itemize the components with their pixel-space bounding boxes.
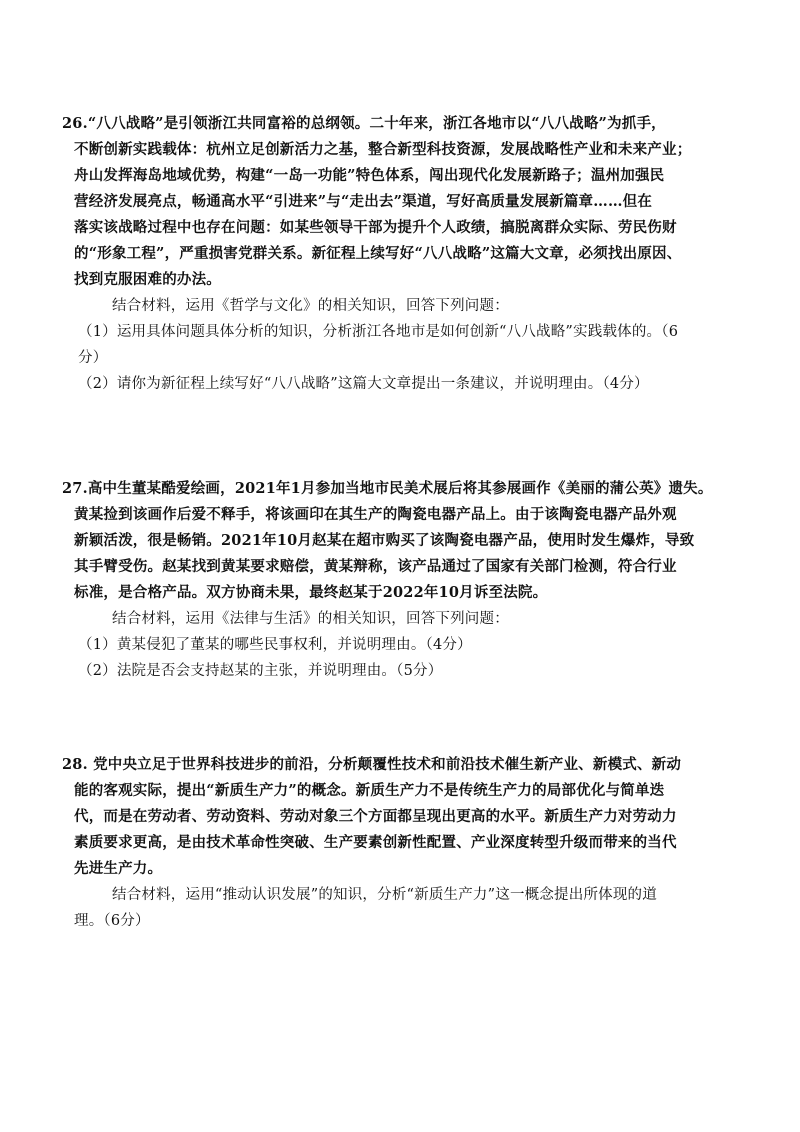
- material-line: 代，而是在劳动者、劳动资料、劳动对象三个方面都呈现出更高的水平。新质生产力对劳动力: [74, 808, 677, 825]
- instruction-continued: 理。（6分）: [74, 913, 150, 929]
- instruction: 结合材料，运用《法律与生活》的相关知识，回答下列问题：: [112, 611, 509, 627]
- sub-question: （2）法院是否会支持赵某的主张，并说明理由。（5分）: [78, 663, 443, 679]
- material-line: 标准，是合格产品。双方协商未果，最终赵某于2022年10月诉至法院。: [74, 584, 548, 601]
- question-27: [62, 476, 752, 684]
- material-line: 先进生产力。: [74, 860, 163, 877]
- question-28: [62, 752, 752, 934]
- material-line: 其手臂受伤。赵某找到黄某要求赔偿，黄某辩称，该产品通过了国家有关部门检测，符合行业: [74, 558, 677, 575]
- instruction: 结合材料，运用“推动认识发展”的知识，分析“新质生产力”这一概念提出所体现的道: [112, 887, 657, 903]
- question-26: [62, 111, 752, 397]
- sub-question: （2）请你为新征程上续写好“八八战略”这篇大文章提出一条建议，并说明理由。（4分）: [78, 376, 649, 392]
- instruction: 结合材料，运用《哲学与文化》的相关知识，回答下列问题：: [112, 298, 509, 314]
- material-line: 找到克服困难的办法。: [74, 271, 221, 288]
- material-line: 27.高中生董某酷爱绘画，2021年1月参加当地市民美术展后将其参展画作《美丽的蒲公英》遗失。: [62, 480, 713, 497]
- sub-question: （1）运用具体问题具体分析的知识，分析浙江各地市是如何创新“八八战略”实践载体的。（6: [78, 324, 679, 340]
- material-line: 28. 党中央立足于世界科技进步的前沿，分析颠覆性技术和前沿技术催生新产业、新模式、新动: [62, 756, 682, 773]
- sub-question: （1）黄某侵犯了董某的哪些民事权利，并说明理由。（4分）: [78, 637, 472, 653]
- material-line: 新颖活泼，很是畅销。2021年10月赵某在超市购买了该陶瓷电器产品，使用时发生爆炸，导致: [74, 532, 695, 549]
- material-line: 落实该战略过程中也存在问题：如某些领导干部为提升个人政绩，搞脱离群众实际、劳民伤财: [74, 219, 677, 236]
- material-line: 舟山发挥海岛地域优势，构建“一岛一功能”特色体系，闯出现代化发展新路子；温州加强民: [74, 167, 665, 184]
- material-line: 能的客观实际，提出“新质生产力”的概念。新质生产力不是传统生产力的局部优化与简单迭: [74, 782, 665, 799]
- material-line: 黄某捡到该画作后爱不释手，将该画印在其生产的陶瓷电器产品上。由于该陶瓷电器产品外观: [74, 506, 677, 523]
- material-line: 素质要求更高，是由技术革命性突破、生产要素创新性配置、产业深度转型升级而带来的当代: [74, 834, 677, 851]
- material-line: 营经济发展亮点，畅通高水平“引进来”与“走出去”渠道，写好高质量发展新篇章……但在: [74, 193, 653, 210]
- material-line: 26.“八八战略”是引领浙江共同富裕的总纲领。二十年来，浙江各地市以“八八战略”为抓手，: [62, 115, 666, 132]
- sub-question-continued: 分）: [78, 350, 108, 366]
- material-line: 不断创新实践载体：杭州立足创新活力之基，整合新型科技资源，发展战略性产业和未来产业；: [74, 141, 692, 158]
- material-line: 的“形象工程”，严重损害党群关系。新征程上续写好“八八战略”这篇大文章，必须找出原因、: [74, 245, 682, 262]
